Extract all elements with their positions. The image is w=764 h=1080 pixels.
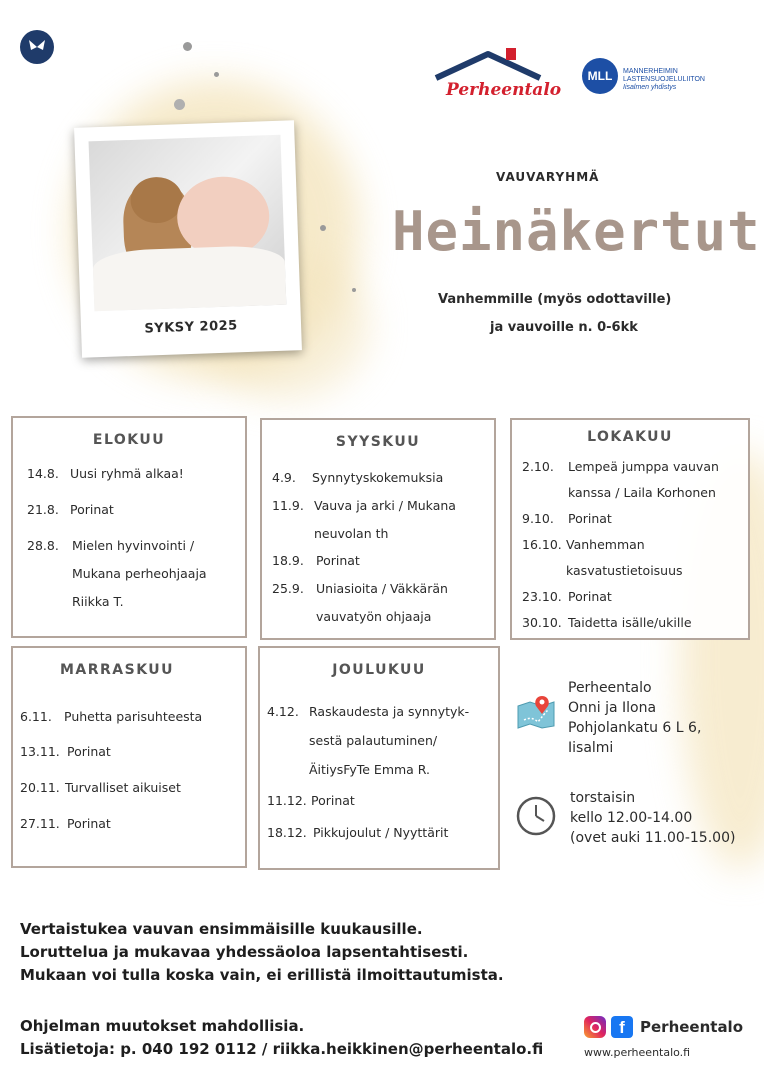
- website-link[interactable]: www.perheentalo.fi: [584, 1046, 691, 1059]
- clock-icon: [516, 796, 556, 836]
- row-text: Porinat: [568, 511, 612, 526]
- row-text: Raskaudesta ja synnytyk-: [309, 704, 470, 719]
- row-text: Mukana perheohjaaja: [72, 566, 207, 581]
- polaroid-caption: SYKSY 2025: [144, 318, 238, 337]
- row-date: 30.10.: [522, 615, 562, 630]
- butterfly-icon: [27, 38, 47, 56]
- subtitle-line1: Vanhemmille (myös odottaville): [438, 292, 672, 307]
- row-text: Uusi ryhmä alkaa!: [70, 466, 184, 481]
- social-name: Perheentalo: [640, 1018, 744, 1036]
- schedule-row: [522, 531, 746, 587]
- row-text: Porinat: [67, 744, 111, 759]
- location-line: Onni ja Ilona: [568, 700, 657, 716]
- mll-logo-text: [623, 68, 705, 92]
- footer-info: [20, 1015, 543, 1061]
- row-text: Porinat: [311, 793, 355, 808]
- decor-dot: [320, 225, 326, 231]
- time-line: torstaisin: [570, 790, 636, 806]
- row-text: Porinat: [67, 816, 111, 831]
- row-text: Turvalliset aikuiset: [65, 780, 181, 795]
- row-date: 21.8.: [27, 502, 59, 517]
- map-pin-icon: [516, 694, 556, 730]
- location-line: Pohjolankatu 6 L 6,: [568, 720, 702, 736]
- row-date: 4.12.: [267, 704, 299, 719]
- row-date: 23.10.: [522, 589, 562, 604]
- month-title: LOKAKUU: [587, 429, 673, 445]
- schedule-row: [272, 492, 492, 548]
- month-title: MARRASKUU: [59, 662, 175, 678]
- row-date: 11.9.: [272, 498, 304, 513]
- perheentalo-logo-text: Perheentalo: [446, 80, 562, 100]
- row-text: ÄitiysFyTe Emma R.: [309, 762, 431, 777]
- row-date: 13.11.: [20, 744, 60, 759]
- row-text: Uniasioita / Väkkärän: [316, 581, 448, 596]
- schedule-row: [267, 698, 495, 782]
- month-box-joulukuu: [258, 646, 500, 870]
- description-line: Vertaistukea vauvan ensimmäisille kuukausille.: [20, 920, 423, 938]
- row-text: Pikkujoulut / Nyyttärit: [313, 825, 449, 840]
- time-line: kello 12.00-14.00: [570, 810, 693, 826]
- row-date: 18.9.: [272, 553, 304, 568]
- row-date: 6.11.: [20, 709, 52, 724]
- schedule-row: [27, 532, 242, 618]
- decor-dot: [183, 42, 192, 51]
- blanket: [92, 245, 286, 312]
- description: [20, 918, 504, 987]
- decor-dot: [174, 99, 185, 110]
- baby-photo: [89, 135, 287, 312]
- row-text: neuvolan th: [314, 526, 389, 541]
- row-date: 28.8.: [27, 538, 59, 553]
- row-date: 18.12.: [267, 825, 307, 840]
- mll-line2: LASTENSUOJELULIITON: [623, 76, 705, 83]
- decor-dot: [214, 72, 219, 77]
- eyebrow: VAUVARYHMÄ: [496, 170, 600, 184]
- mll-line3: Iisalmen yhdistys: [623, 84, 677, 91]
- row-text: vauvatyön ohjaaja: [316, 609, 432, 624]
- row-text: Taidetta isälle/ukille: [568, 615, 692, 630]
- mll-line1: MANNERHEIMIN: [623, 68, 678, 75]
- schedule-row: [272, 575, 492, 631]
- month-title: SYYSKUU: [335, 434, 421, 450]
- decor-dot: [352, 288, 356, 292]
- row-date: 14.8.: [27, 466, 59, 481]
- badge-logo: [20, 30, 54, 64]
- row-text: kanssa / Laila Korhonen: [568, 485, 716, 500]
- row-text: Porinat: [568, 589, 612, 604]
- row-date: 20.11.: [20, 780, 60, 795]
- row-text: Lempeä jumppa vauvan: [568, 459, 719, 474]
- row-date: 16.10.: [522, 537, 562, 552]
- contact-info[interactable]: Lisätietoja: p. 040 192 0112 / riikka.heikkinen@perheentalo.fi: [20, 1040, 544, 1058]
- time-line: (ovet auki 11.00-15.00): [570, 830, 736, 846]
- row-date: 27.11.: [20, 816, 60, 831]
- row-text: Mielen hyvinvointi /: [72, 538, 195, 553]
- row-text: kasvatustietoisuus: [566, 563, 683, 578]
- page-title: Heinäkertut: [392, 200, 761, 263]
- row-text: Vauva ja arki / Mukana: [314, 498, 456, 513]
- location-line: Iisalmi: [568, 740, 614, 756]
- facebook-icon[interactable]: f: [611, 1016, 633, 1038]
- month-title: JOULUKUU: [332, 662, 426, 678]
- month-box-marraskuu: [11, 646, 247, 868]
- time-text: [570, 788, 735, 848]
- location-line: Perheentalo: [568, 680, 652, 696]
- month-box-syyskuu: [260, 418, 496, 640]
- month-title: ELOKUU: [92, 432, 166, 448]
- row-date: 11.12.: [267, 793, 307, 808]
- row-date: 9.10.: [522, 511, 554, 526]
- description-line: Loruttelua ja mukavaa yhdessäoloa lapsentahtisesti.: [20, 943, 469, 961]
- schedule-row: [522, 453, 746, 509]
- row-text: Porinat: [70, 502, 114, 517]
- row-text: sestä palautuminen/: [309, 733, 438, 748]
- row-text: Puhetta parisuhteesta: [64, 709, 203, 724]
- month-box-lokakuu: [510, 418, 750, 640]
- polaroid-frame: [74, 120, 302, 358]
- location-text: [568, 678, 701, 758]
- perheentalo-logo: [432, 46, 562, 106]
- row-text: Riikka T.: [72, 594, 124, 609]
- row-text: Vanhemman: [566, 537, 645, 552]
- month-box-elokuu: [11, 416, 247, 638]
- row-text: Synnytyskokemuksia: [312, 470, 444, 485]
- changes-note: Ohjelman muutokset mahdollisia.: [20, 1017, 305, 1035]
- row-date: 25.9.: [272, 581, 304, 596]
- instagram-icon[interactable]: [584, 1016, 606, 1038]
- mll-logo-circle: MLL: [582, 58, 618, 94]
- description-line: Mukaan voi tulla koska vain, ei erillistä ilmoittautumista.: [20, 966, 504, 984]
- row-text: Porinat: [316, 553, 360, 568]
- row-date: 4.9.: [272, 470, 296, 485]
- subtitle-line2: ja vauvoille n. 0-6kk: [490, 320, 638, 335]
- row-date: 2.10.: [522, 459, 554, 474]
